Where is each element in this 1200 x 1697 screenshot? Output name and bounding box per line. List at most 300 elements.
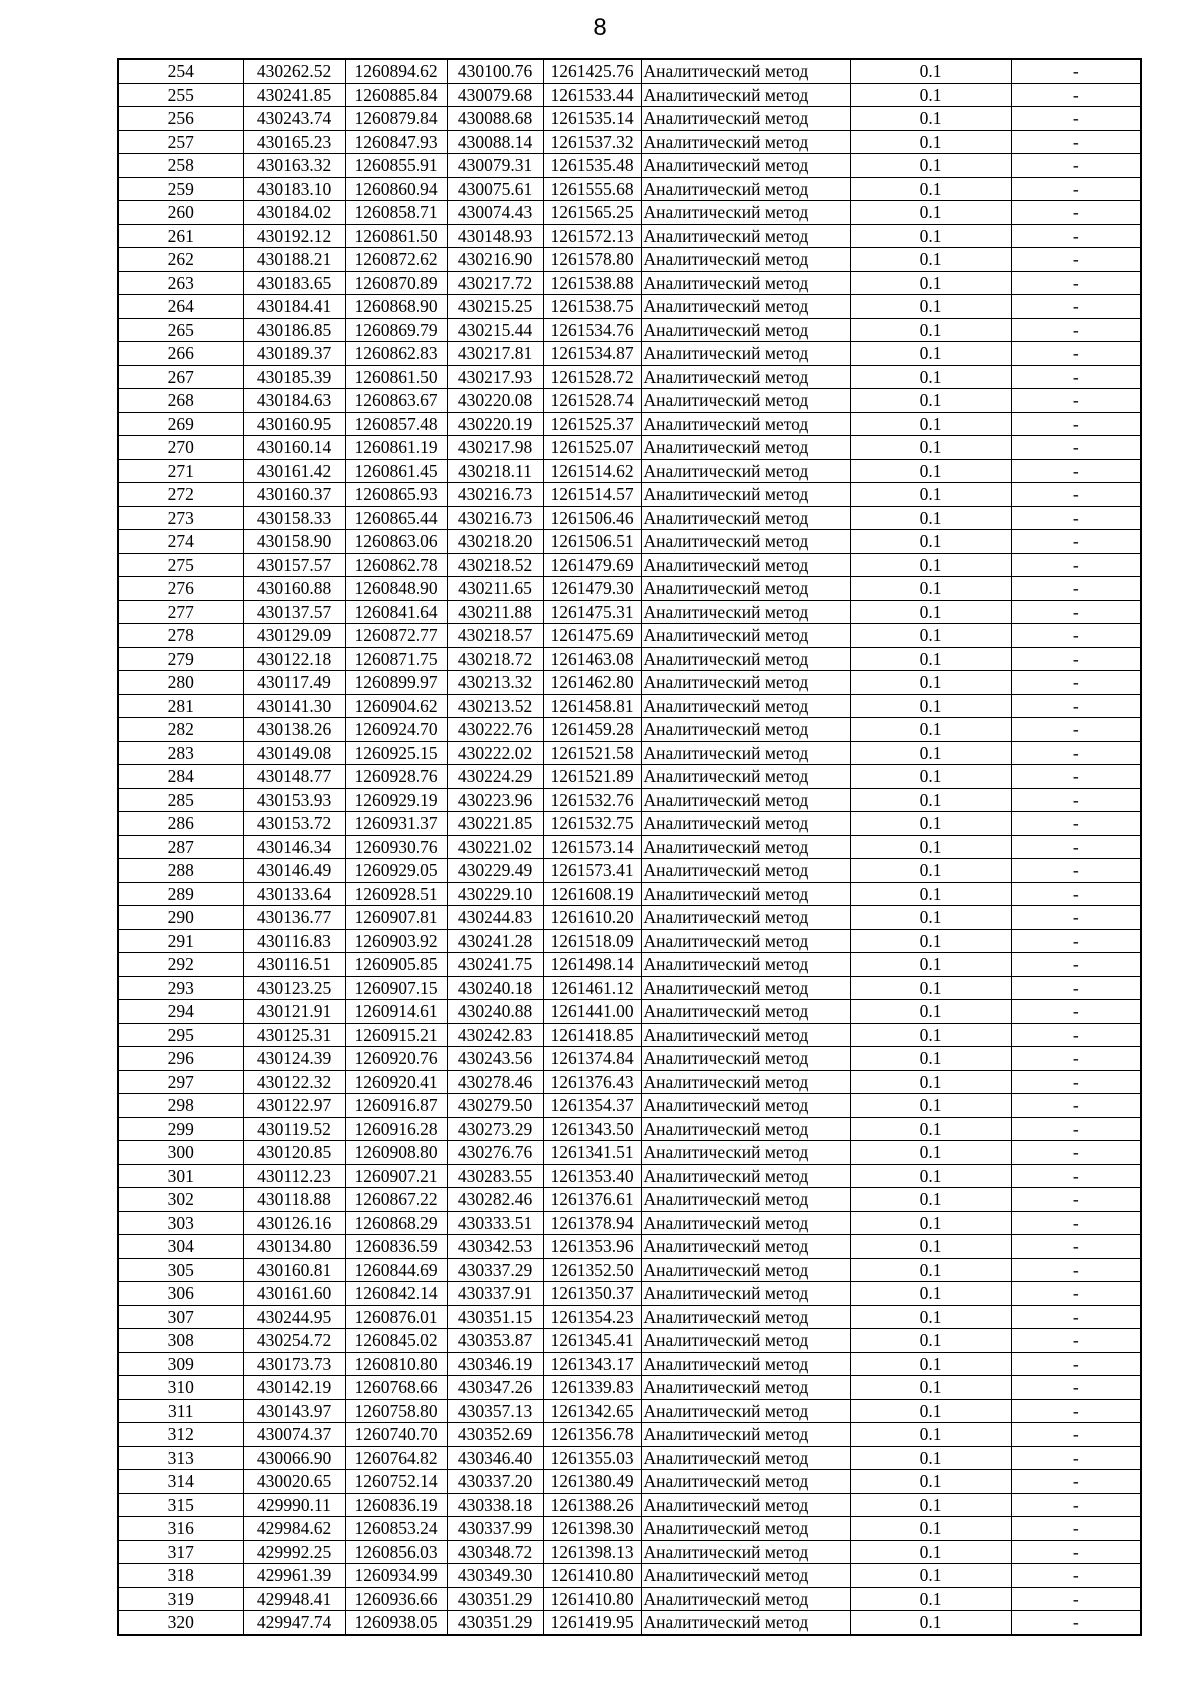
- coord-x1-cell: 430184.41: [243, 295, 345, 319]
- coord-y2-cell: 1261461.12: [543, 976, 641, 1000]
- coord-x1-cell: 430122.32: [243, 1070, 345, 1094]
- table-row: [118, 483, 1141, 507]
- accuracy-cell: 0.1: [850, 671, 1011, 695]
- coord-y2-cell: 1261521.89: [543, 765, 641, 789]
- note-cell: -: [1011, 201, 1141, 225]
- coord-y2-cell: 1261525.07: [543, 436, 641, 460]
- method-cell: Аналитический метод: [641, 1493, 850, 1517]
- coord-x1-cell: 430186.85: [243, 318, 345, 342]
- coord-y1-cell: 1260862.78: [345, 553, 447, 577]
- point-number-cell: 320: [118, 1611, 243, 1635]
- method-cell: Аналитический метод: [641, 741, 850, 765]
- table-row: [118, 718, 1141, 742]
- table-row: [118, 318, 1141, 342]
- coord-y1-cell: 1260863.67: [345, 389, 447, 413]
- method-cell: Аналитический метод: [641, 459, 850, 483]
- coord-y1-cell: 1260920.41: [345, 1070, 447, 1094]
- coord-y2-cell: 1261425.76: [543, 59, 641, 83]
- accuracy-cell: 0.1: [850, 1352, 1011, 1376]
- point-number-cell: 290: [118, 906, 243, 930]
- note-cell: -: [1011, 1493, 1141, 1517]
- note-cell: -: [1011, 671, 1141, 695]
- coord-x2-cell: 430100.76: [447, 59, 543, 83]
- note-cell: -: [1011, 1611, 1141, 1635]
- point-number-cell: 282: [118, 718, 243, 742]
- note-cell: -: [1011, 1399, 1141, 1423]
- coord-y1-cell: 1260871.75: [345, 647, 447, 671]
- accuracy-cell: 0.1: [850, 859, 1011, 883]
- note-cell: -: [1011, 436, 1141, 460]
- coord-y2-cell: 1261419.95: [543, 1611, 641, 1635]
- table-row: [118, 835, 1141, 859]
- coord-x2-cell: 430218.57: [447, 624, 543, 648]
- method-cell: Аналитический метод: [641, 624, 850, 648]
- accuracy-cell: 0.1: [850, 1023, 1011, 1047]
- method-cell: Аналитический метод: [641, 812, 850, 836]
- coord-x1-cell: 430126.16: [243, 1211, 345, 1235]
- accuracy-cell: 0.1: [850, 788, 1011, 812]
- coord-x1-cell: 430119.52: [243, 1117, 345, 1141]
- coord-y2-cell: 1261345.41: [543, 1329, 641, 1353]
- coord-y1-cell: 1260861.50: [345, 224, 447, 248]
- point-number-cell: 283: [118, 741, 243, 765]
- table-row: [118, 1376, 1141, 1400]
- accuracy-cell: 0.1: [850, 1493, 1011, 1517]
- coord-x1-cell: 430112.23: [243, 1164, 345, 1188]
- method-cell: Аналитический метод: [641, 224, 850, 248]
- coord-x1-cell: 430185.39: [243, 365, 345, 389]
- note-cell: -: [1011, 412, 1141, 436]
- coord-x2-cell: 430217.81: [447, 342, 543, 366]
- table-row: [118, 1564, 1141, 1588]
- table-row: [118, 248, 1141, 272]
- point-number-cell: 278: [118, 624, 243, 648]
- note-cell: -: [1011, 647, 1141, 671]
- coord-x2-cell: 430279.50: [447, 1094, 543, 1118]
- point-number-cell: 284: [118, 765, 243, 789]
- coord-y1-cell: 1260916.28: [345, 1117, 447, 1141]
- table-row: [118, 1305, 1141, 1329]
- point-number-cell: 256: [118, 107, 243, 131]
- coord-x2-cell: 430229.10: [447, 882, 543, 906]
- note-cell: -: [1011, 83, 1141, 107]
- accuracy-cell: 0.1: [850, 59, 1011, 83]
- point-number-cell: 260: [118, 201, 243, 225]
- method-cell: Аналитический метод: [641, 600, 850, 624]
- point-number-cell: 257: [118, 130, 243, 154]
- coord-x2-cell: 430240.18: [447, 976, 543, 1000]
- accuracy-cell: 0.1: [850, 600, 1011, 624]
- coord-y1-cell: 1260836.59: [345, 1235, 447, 1259]
- coord-y2-cell: 1261525.37: [543, 412, 641, 436]
- note-cell: -: [1011, 882, 1141, 906]
- coord-y2-cell: 1261354.23: [543, 1305, 641, 1329]
- accuracy-cell: 0.1: [850, 83, 1011, 107]
- coordinates-table-body: [118, 59, 1141, 1635]
- page-number: 8: [593, 14, 607, 41]
- point-number-cell: 296: [118, 1047, 243, 1071]
- coord-y2-cell: 1261518.09: [543, 929, 641, 953]
- point-number-cell: 297: [118, 1070, 243, 1094]
- accuracy-cell: 0.1: [850, 1587, 1011, 1611]
- coord-y1-cell: 1260845.02: [345, 1329, 447, 1353]
- table-row: [118, 741, 1141, 765]
- accuracy-cell: 0.1: [850, 1141, 1011, 1165]
- coord-y1-cell: 1260934.99: [345, 1564, 447, 1588]
- accuracy-cell: 0.1: [850, 1211, 1011, 1235]
- accuracy-cell: 0.1: [850, 130, 1011, 154]
- table-row: [118, 83, 1141, 107]
- note-cell: -: [1011, 224, 1141, 248]
- note-cell: -: [1011, 1188, 1141, 1212]
- method-cell: Аналитический метод: [641, 1446, 850, 1470]
- note-cell: -: [1011, 530, 1141, 554]
- coord-x2-cell: 430352.69: [447, 1423, 543, 1447]
- method-cell: Аналитический метод: [641, 248, 850, 272]
- method-cell: Аналитический метод: [641, 1611, 850, 1635]
- coord-y1-cell: 1260899.97: [345, 671, 447, 695]
- accuracy-cell: 0.1: [850, 412, 1011, 436]
- coord-x1-cell: 430117.49: [243, 671, 345, 695]
- method-cell: Аналитический метод: [641, 154, 850, 178]
- coord-y1-cell: 1260865.44: [345, 506, 447, 530]
- coord-x1-cell: 430116.83: [243, 929, 345, 953]
- method-cell: Аналитический метод: [641, 906, 850, 930]
- coord-x1-cell: 430143.97: [243, 1399, 345, 1423]
- coord-x2-cell: 430348.72: [447, 1540, 543, 1564]
- accuracy-cell: 0.1: [850, 1517, 1011, 1541]
- coord-x2-cell: 430273.29: [447, 1117, 543, 1141]
- coord-x2-cell: 430211.88: [447, 600, 543, 624]
- coord-x2-cell: 430221.85: [447, 812, 543, 836]
- point-number-cell: 258: [118, 154, 243, 178]
- method-cell: Аналитический метод: [641, 1352, 850, 1376]
- coord-y1-cell: 1260847.93: [345, 130, 447, 154]
- table-row: [118, 177, 1141, 201]
- coord-x2-cell: 430075.61: [447, 177, 543, 201]
- coord-y1-cell: 1260920.76: [345, 1047, 447, 1071]
- coord-y2-cell: 1261498.14: [543, 953, 641, 977]
- point-number-cell: 269: [118, 412, 243, 436]
- table-row: [118, 1047, 1141, 1071]
- point-number-cell: 294: [118, 1000, 243, 1024]
- note-cell: -: [1011, 741, 1141, 765]
- coord-y1-cell: 1260869.79: [345, 318, 447, 342]
- method-cell: Аналитический метод: [641, 436, 850, 460]
- note-cell: -: [1011, 1587, 1141, 1611]
- point-number-cell: 271: [118, 459, 243, 483]
- method-cell: Аналитический метод: [641, 647, 850, 671]
- coord-x2-cell: 430218.20: [447, 530, 543, 554]
- coord-x1-cell: 430188.21: [243, 248, 345, 272]
- point-number-cell: 298: [118, 1094, 243, 1118]
- coord-x1-cell: 430183.10: [243, 177, 345, 201]
- accuracy-cell: 0.1: [850, 1164, 1011, 1188]
- coord-x1-cell: 430118.88: [243, 1188, 345, 1212]
- coord-x2-cell: 430216.73: [447, 506, 543, 530]
- method-cell: Аналитический метод: [641, 953, 850, 977]
- table-row: [118, 694, 1141, 718]
- table-row: [118, 130, 1141, 154]
- point-number-cell: 277: [118, 600, 243, 624]
- table-row: [118, 553, 1141, 577]
- coord-y1-cell: 1260903.92: [345, 929, 447, 953]
- coord-x2-cell: 430218.72: [447, 647, 543, 671]
- coord-y2-cell: 1261608.19: [543, 882, 641, 906]
- accuracy-cell: 0.1: [850, 201, 1011, 225]
- coord-x1-cell: 430160.14: [243, 436, 345, 460]
- coord-x2-cell: 430337.99: [447, 1517, 543, 1541]
- accuracy-cell: 0.1: [850, 718, 1011, 742]
- note-cell: -: [1011, 553, 1141, 577]
- coord-y1-cell: 1260841.64: [345, 600, 447, 624]
- accuracy-cell: 0.1: [850, 1399, 1011, 1423]
- accuracy-cell: 0.1: [850, 1047, 1011, 1071]
- point-number-cell: 292: [118, 953, 243, 977]
- coord-y2-cell: 1261398.13: [543, 1540, 641, 1564]
- table-row: [118, 1611, 1141, 1635]
- accuracy-cell: 0.1: [850, 318, 1011, 342]
- coord-x1-cell: 430244.95: [243, 1305, 345, 1329]
- coord-x2-cell: 430222.76: [447, 718, 543, 742]
- accuracy-cell: 0.1: [850, 929, 1011, 953]
- coord-x1-cell: 430184.02: [243, 201, 345, 225]
- note-cell: -: [1011, 1047, 1141, 1071]
- coord-x2-cell: 430333.51: [447, 1211, 543, 1235]
- coord-y1-cell: 1260904.62: [345, 694, 447, 718]
- coord-y1-cell: 1260740.70: [345, 1423, 447, 1447]
- coord-x1-cell: 430183.65: [243, 271, 345, 295]
- note-cell: -: [1011, 130, 1141, 154]
- table-row: [118, 1000, 1141, 1024]
- note-cell: -: [1011, 765, 1141, 789]
- note-cell: -: [1011, 1423, 1141, 1447]
- coord-x2-cell: 430079.68: [447, 83, 543, 107]
- coord-x2-cell: 430217.72: [447, 271, 543, 295]
- table-row: [118, 1446, 1141, 1470]
- table-row: [118, 201, 1141, 225]
- coord-y1-cell: 1260914.61: [345, 1000, 447, 1024]
- coord-y2-cell: 1261418.85: [543, 1023, 641, 1047]
- method-cell: Аналитический метод: [641, 1305, 850, 1329]
- point-number-cell: 265: [118, 318, 243, 342]
- point-number-cell: 293: [118, 976, 243, 1000]
- note-cell: -: [1011, 976, 1141, 1000]
- method-cell: Аналитический метод: [641, 553, 850, 577]
- accuracy-cell: 0.1: [850, 1564, 1011, 1588]
- table-row: [118, 1493, 1141, 1517]
- point-number-cell: 286: [118, 812, 243, 836]
- accuracy-cell: 0.1: [850, 342, 1011, 366]
- coord-y1-cell: 1260907.21: [345, 1164, 447, 1188]
- coord-y1-cell: 1260894.62: [345, 59, 447, 83]
- table-row: [118, 107, 1141, 131]
- table-row: [118, 976, 1141, 1000]
- coord-y2-cell: 1261339.83: [543, 1376, 641, 1400]
- method-cell: Аналитический метод: [641, 1564, 850, 1588]
- note-cell: -: [1011, 1540, 1141, 1564]
- point-number-cell: 273: [118, 506, 243, 530]
- accuracy-cell: 0.1: [850, 1000, 1011, 1024]
- table-row: [118, 271, 1141, 295]
- point-number-cell: 308: [118, 1329, 243, 1353]
- point-number-cell: 301: [118, 1164, 243, 1188]
- point-number-cell: 306: [118, 1282, 243, 1306]
- coord-x2-cell: 430213.32: [447, 671, 543, 695]
- note-cell: -: [1011, 859, 1141, 883]
- accuracy-cell: 0.1: [850, 1329, 1011, 1353]
- coord-x2-cell: 430211.65: [447, 577, 543, 601]
- coord-x1-cell: 430189.37: [243, 342, 345, 366]
- table-row: [118, 1470, 1141, 1494]
- table-row: [118, 295, 1141, 319]
- coord-x1-cell: 430125.31: [243, 1023, 345, 1047]
- table-row: [118, 1141, 1141, 1165]
- method-cell: Аналитический метод: [641, 1329, 850, 1353]
- coord-y2-cell: 1261463.08: [543, 647, 641, 671]
- method-cell: Аналитический метод: [641, 506, 850, 530]
- table-row: [118, 1258, 1141, 1282]
- point-number-cell: 303: [118, 1211, 243, 1235]
- method-cell: Аналитический метод: [641, 882, 850, 906]
- note-cell: -: [1011, 1446, 1141, 1470]
- coord-y1-cell: 1260929.19: [345, 788, 447, 812]
- coord-y1-cell: 1260916.87: [345, 1094, 447, 1118]
- coord-y1-cell: 1260931.37: [345, 812, 447, 836]
- coord-y1-cell: 1260867.22: [345, 1188, 447, 1212]
- method-cell: Аналитический метод: [641, 271, 850, 295]
- method-cell: Аналитический метод: [641, 295, 850, 319]
- coord-x1-cell: 430160.37: [243, 483, 345, 507]
- coord-x2-cell: 430216.73: [447, 483, 543, 507]
- coord-y1-cell: 1260836.19: [345, 1493, 447, 1517]
- note-cell: -: [1011, 1000, 1141, 1024]
- method-cell: Аналитический метод: [641, 1094, 850, 1118]
- accuracy-cell: 0.1: [850, 553, 1011, 577]
- coord-y2-cell: 1261578.80: [543, 248, 641, 272]
- method-cell: Аналитический метод: [641, 577, 850, 601]
- coord-y2-cell: 1261355.03: [543, 1446, 641, 1470]
- coord-x1-cell: 429948.41: [243, 1587, 345, 1611]
- coord-y2-cell: 1261388.26: [543, 1493, 641, 1517]
- table-row: [118, 436, 1141, 460]
- coord-y2-cell: 1261534.76: [543, 318, 641, 342]
- method-cell: Аналитический метод: [641, 1188, 850, 1212]
- accuracy-cell: 0.1: [850, 765, 1011, 789]
- coord-y2-cell: 1261353.96: [543, 1235, 641, 1259]
- table-row: [118, 624, 1141, 648]
- table-row: [118, 1211, 1141, 1235]
- table-row: [118, 224, 1141, 248]
- table-row: [118, 1329, 1141, 1353]
- coord-x1-cell: 430153.72: [243, 812, 345, 836]
- accuracy-cell: 0.1: [850, 1188, 1011, 1212]
- method-cell: Аналитический метод: [641, 1117, 850, 1141]
- coord-x2-cell: 430220.19: [447, 412, 543, 436]
- table-row: [118, 1282, 1141, 1306]
- note-cell: -: [1011, 1141, 1141, 1165]
- coord-y1-cell: 1260764.82: [345, 1446, 447, 1470]
- table-row: [118, 953, 1141, 977]
- note-cell: -: [1011, 1470, 1141, 1494]
- coord-x2-cell: 430215.44: [447, 318, 543, 342]
- coord-y2-cell: 1261459.28: [543, 718, 641, 742]
- coord-y1-cell: 1260861.45: [345, 459, 447, 483]
- coord-y1-cell: 1260938.05: [345, 1611, 447, 1635]
- coord-x2-cell: 430276.76: [447, 1141, 543, 1165]
- point-number-cell: 302: [118, 1188, 243, 1212]
- note-cell: -: [1011, 600, 1141, 624]
- table-row: [118, 1094, 1141, 1118]
- coord-y1-cell: 1260861.19: [345, 436, 447, 460]
- coord-y2-cell: 1261532.76: [543, 788, 641, 812]
- table-row: [118, 1023, 1141, 1047]
- accuracy-cell: 0.1: [850, 647, 1011, 671]
- coord-y2-cell: 1261343.50: [543, 1117, 641, 1141]
- method-cell: Аналитический метод: [641, 1470, 850, 1494]
- coord-y1-cell: 1260865.93: [345, 483, 447, 507]
- coord-y1-cell: 1260930.76: [345, 835, 447, 859]
- coord-x1-cell: 430158.33: [243, 506, 345, 530]
- accuracy-cell: 0.1: [850, 741, 1011, 765]
- coord-y2-cell: 1261343.17: [543, 1352, 641, 1376]
- table-row: [118, 1399, 1141, 1423]
- accuracy-cell: 0.1: [850, 295, 1011, 319]
- point-number-cell: 291: [118, 929, 243, 953]
- coord-x1-cell: 430161.42: [243, 459, 345, 483]
- coord-x2-cell: 430088.14: [447, 130, 543, 154]
- coordinates-table: [117, 58, 1142, 1636]
- method-cell: Аналитический метод: [641, 1141, 850, 1165]
- note-cell: -: [1011, 154, 1141, 178]
- coord-y1-cell: 1260905.85: [345, 953, 447, 977]
- coord-y2-cell: 1261356.78: [543, 1423, 641, 1447]
- accuracy-cell: 0.1: [850, 953, 1011, 977]
- coord-x1-cell: 430124.39: [243, 1047, 345, 1071]
- coord-x1-cell: 430149.08: [243, 741, 345, 765]
- coord-y1-cell: 1260885.84: [345, 83, 447, 107]
- coord-y2-cell: 1261533.44: [543, 83, 641, 107]
- note-cell: -: [1011, 1376, 1141, 1400]
- coord-y1-cell: 1260928.76: [345, 765, 447, 789]
- coord-y2-cell: 1261535.14: [543, 107, 641, 131]
- coord-x2-cell: 430240.88: [447, 1000, 543, 1024]
- coord-y2-cell: 1261610.20: [543, 906, 641, 930]
- coord-y1-cell: 1260842.14: [345, 1282, 447, 1306]
- coord-x1-cell: 429990.11: [243, 1493, 345, 1517]
- accuracy-cell: 0.1: [850, 177, 1011, 201]
- coord-x1-cell: 430153.93: [243, 788, 345, 812]
- note-cell: -: [1011, 1164, 1141, 1188]
- table-row: [118, 412, 1141, 436]
- coord-y1-cell: 1260925.15: [345, 741, 447, 765]
- method-cell: Аналитический метод: [641, 365, 850, 389]
- accuracy-cell: 0.1: [850, 483, 1011, 507]
- method-cell: Аналитический метод: [641, 83, 850, 107]
- coord-y1-cell: 1260868.29: [345, 1211, 447, 1235]
- point-number-cell: 299: [118, 1117, 243, 1141]
- method-cell: Аналитический метод: [641, 859, 850, 883]
- coord-x1-cell: 430133.64: [243, 882, 345, 906]
- method-cell: Аналитический метод: [641, 342, 850, 366]
- coord-x1-cell: 430163.32: [243, 154, 345, 178]
- coord-y2-cell: 1261565.25: [543, 201, 641, 225]
- coord-x1-cell: 430142.19: [243, 1376, 345, 1400]
- coord-y2-cell: 1261538.75: [543, 295, 641, 319]
- method-cell: Аналитический метод: [641, 1070, 850, 1094]
- coord-y2-cell: 1261555.68: [543, 177, 641, 201]
- coord-x2-cell: 430217.93: [447, 365, 543, 389]
